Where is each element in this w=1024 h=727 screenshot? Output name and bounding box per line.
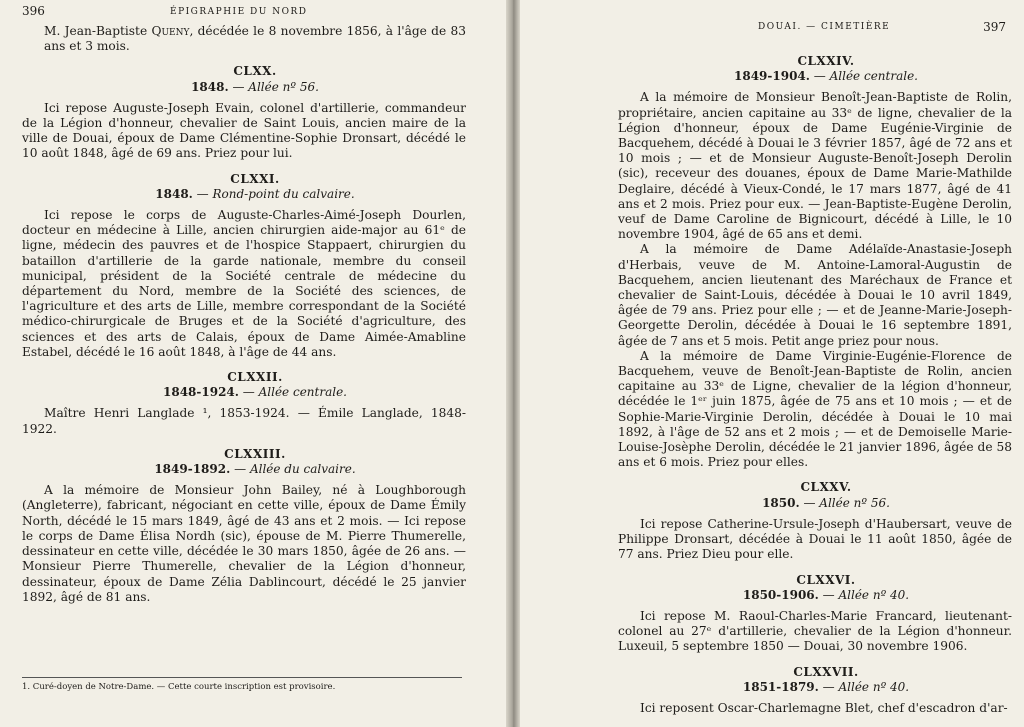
entry-place: Allée nº 56. — [248, 79, 319, 94]
book-gutter — [506, 0, 520, 727]
entry-paragraph: A la mémoire de Dame Virginie-Eugénie-Florence de Bacquehem, veuve de Benoît-Jean-Baptiste de Rolin, ancien capitaine au 33ᵉ de Ligne, chevalier de la légion d'honneur, décédée le 1ᵉʳ juin 1875, âgée de 75 ans et 10 mois ; — et de Sophie-Marie-Virginie Derolin, décédée à Douai le 10 mai 1892, à l'âge de 52 ans et 2 mois ; — et de Demoiselle Marie-Louise-Josèphe Derolin, décédée le 21 janvier 1896, âgée de 58 ans et 6 mois. Priez pour elles. — [618, 348, 1012, 470]
entry-years: 1850-1906. — [742, 587, 819, 602]
entry-years: 1849-1892. — [154, 462, 231, 477]
right-body — [618, 24, 1012, 716]
entry-dash: — — [818, 679, 839, 694]
entry-paragraph: A la mémoire de Dame Adélaïde-Anastasie-Joseph d'Herbais, veuve de M. Antoine-Lamoral-Augustin de Bacquehem, ancien lieutenant des Maréchaux de France et chevalier de Saint-Louis, décédée à Douai le 10 avril 1849, âgée de 79 ans. Priez pour elle ; — et de Jeanne-Marie-Joseph-Georgette Derolin, décédée à Douai le 16 septembre 1891, âgée de 7 ans et 5 mois. Petit ange priez pour nous. — [618, 242, 1012, 348]
entry-paragraph: A la mémoire de Monsieur Benoît-Jean-Baptiste de Rolin, propriétaire, ancien capitaine au 33ᵉ de ligne, chevalier de la Légion d'honneur, époux de Dame Eugénie-Virginie de Bacquehem, décédé à Douai le 3 février 1857, âgé de 72 ans et 10 mois ; — et de Monsieur Auguste-Benoît-Joseph Derolin (sic), receveur des douanes, époux de Dame Marie-Mathilde Deglaire, décédé à Vieux-Condé, le 17 mars 1877, âgé de 41 ans et 2 mois. Priez pour eux. — Jean-Baptiste-Eugène Derolin, veuf de Dame Caroline de Bignicourt, décédé à Lille, le 10 novembre 1904, âgé de 65 ans et demi. — [618, 90, 1012, 242]
entry-number: CLXX. — [233, 64, 277, 79]
right-running-title: DOUAI. — CIMETIÈRE — [758, 22, 891, 32]
entry-paragraph: A la mémoire de Monsieur John Bailey, né à Loughborough (Angleterre), fabricant, négociant en cette ville, époux de Dame Émily North, décédé le 15 mars 1849, âgé de 43 ans et 2 mois. — Ici repose le corps de Dame Élisa Nordh (sic), épouse de M. Pierre Thumerelle, dessinateur en cette ville, décédée le 30 mars 1850, âgée de 26 ans. — Monsieur Pierre Thumerelle, chevalier de la Légion d'honneur, dessinateur, époux de Dame Zélia Dablincourt, décédé le 25 janvier 1892, âgé de 81 ans. — [22, 483, 466, 604]
entry-place: Allée du calvaire. — [249, 462, 356, 477]
entry-dash: — — [192, 186, 213, 201]
entry-dash: — — [228, 79, 249, 94]
entry-date — [22, 462, 466, 477]
lead-name: Queny — [151, 24, 190, 38]
entry-clxxvi — [618, 573, 1012, 655]
entry-years: 1848. — [155, 186, 193, 201]
entry-date — [618, 69, 1012, 84]
entry-paragraph: Ici reposent Oscar-Charlemagne Blet, chef d'escadron d'ar- — [640, 700, 1008, 715]
entry-paragraph: Ici repose Auguste-Joseph Evain, colonel d'artillerie, commandeur de la Légion d'honneur, chevalier de Saint Louis, ancien maire de la ville de Douai, époux de Dame Clémentine-Sophie Dronsart, décédé le 10 août 1848, âgé de 69 ans. Priez pour lui. — [22, 100, 466, 161]
entry-date — [618, 588, 1012, 603]
entry-years: 1849-1904. — [734, 69, 810, 84]
entry-date — [618, 496, 1012, 511]
right-page-number: 397 — [983, 20, 1006, 34]
entry-dash: — — [818, 587, 839, 602]
entry-clxxvii — [618, 665, 1012, 717]
entry-place: Allée nº 40. — [838, 587, 910, 602]
footnote: 1. Curé-doyen de Notre-Dame. — Cette courte inscription est provisoire. — [22, 677, 462, 693]
entry-years: 1848-1924. — [163, 385, 239, 400]
left-body — [22, 24, 466, 605]
entry-number: CLXXI. — [230, 171, 280, 186]
left-running-head — [22, 0, 466, 24]
entry-dash: — — [238, 385, 259, 400]
left-running-title: ÉPIGRAPHIE DU NORD — [170, 7, 308, 17]
entry-number: CLXXIII. — [224, 446, 286, 461]
entry-years: 1848. — [191, 79, 229, 94]
entry-clxx — [22, 64, 466, 161]
entry-paragraph: Ici repose Catherine-Ursule-Joseph d'Haubersart, veuve de Philippe Dronsart, décédée à Douai le 11 août 1850, âgée de 77 ans. Priez Dieu pour elle. — [618, 516, 1012, 562]
entry-dash: — — [230, 462, 250, 477]
entry-place: Allée centrale. — [829, 69, 918, 84]
entry-clxxv — [618, 480, 1012, 562]
entry-number: CLXXII. — [227, 370, 283, 385]
entry-number: CLXXVI. — [796, 572, 856, 587]
entry-paragraph: Ici repose M. Raoul-Charles-Marie Francard, lieutenant-colonel au 27ᵉ d'artillerie, chevalier de la Légion d'honneur. Luxeuil, 5 septembre 1850 — Douai, 30 novembre 1906. — [618, 608, 1012, 654]
entry-place: Allée nº 40. — [838, 679, 910, 694]
entry-place: Allée nº 56. — [819, 495, 890, 510]
right-page — [520, 0, 1024, 727]
entry-place: Allée centrale. — [258, 385, 347, 400]
entry-place: Rond-point du calvaire. — [212, 186, 355, 201]
entry-paragraph: Maître Henri Langlade ¹, 1853-1924. — Émile Langlade, 1848-1922. — [22, 406, 466, 436]
entry-years: 1851-1879. — [742, 679, 819, 694]
entry-date — [22, 385, 466, 400]
left-page — [0, 0, 506, 727]
entry-clxxiii — [22, 447, 466, 605]
entry-number: CLXXVII. — [793, 664, 859, 679]
entry-date — [618, 680, 1012, 695]
entry-number: CLXXIV. — [797, 54, 855, 68]
entry-clxxi — [22, 172, 466, 360]
entry-date — [22, 80, 466, 95]
entry-date — [22, 187, 466, 202]
lead-paragraph — [22, 24, 466, 54]
entry-number: CLXXV. — [800, 480, 852, 495]
entry-years: 1850. — [762, 495, 800, 510]
entry-dash: — — [799, 495, 820, 510]
lead-pre: M. Jean-Baptiste — [44, 24, 152, 38]
right-running-head — [618, 0, 1012, 34]
entry-clxxii — [22, 370, 466, 437]
lead-post: , décédée le 8 novembre 1856, à l'âge de 83 ans et 3 mois. — [44, 24, 466, 54]
entry-paragraph: Ici repose le corps de Auguste-Charles-Aimé-Joseph Dourlen, docteur en médecine à Lille, ancien chirurgien aide-major au 61ᵉ de ligne, médecin des pauvres et de l'hospice Stappaert, chirurgien du bataillon d'artillerie de la garde nationale, membre du conseil municipal, président de la Société centrale de médecine du département du Nord, membre de la Société des sciences, de l'agriculture et des arts de Lille, membre correspondant de la Société médico-chirurgicale de Bruges et de la Société d'agriculture, des sciences et des arts de Calais, époux de Dame Aimée-Amabline Estabel, décédé le 16 août 1848, à l'âge de 44 ans. — [22, 208, 466, 359]
left-page-number: 396 — [22, 4, 45, 18]
entry-dash: — — [809, 69, 830, 84]
entry-clxxiv — [618, 54, 1012, 470]
